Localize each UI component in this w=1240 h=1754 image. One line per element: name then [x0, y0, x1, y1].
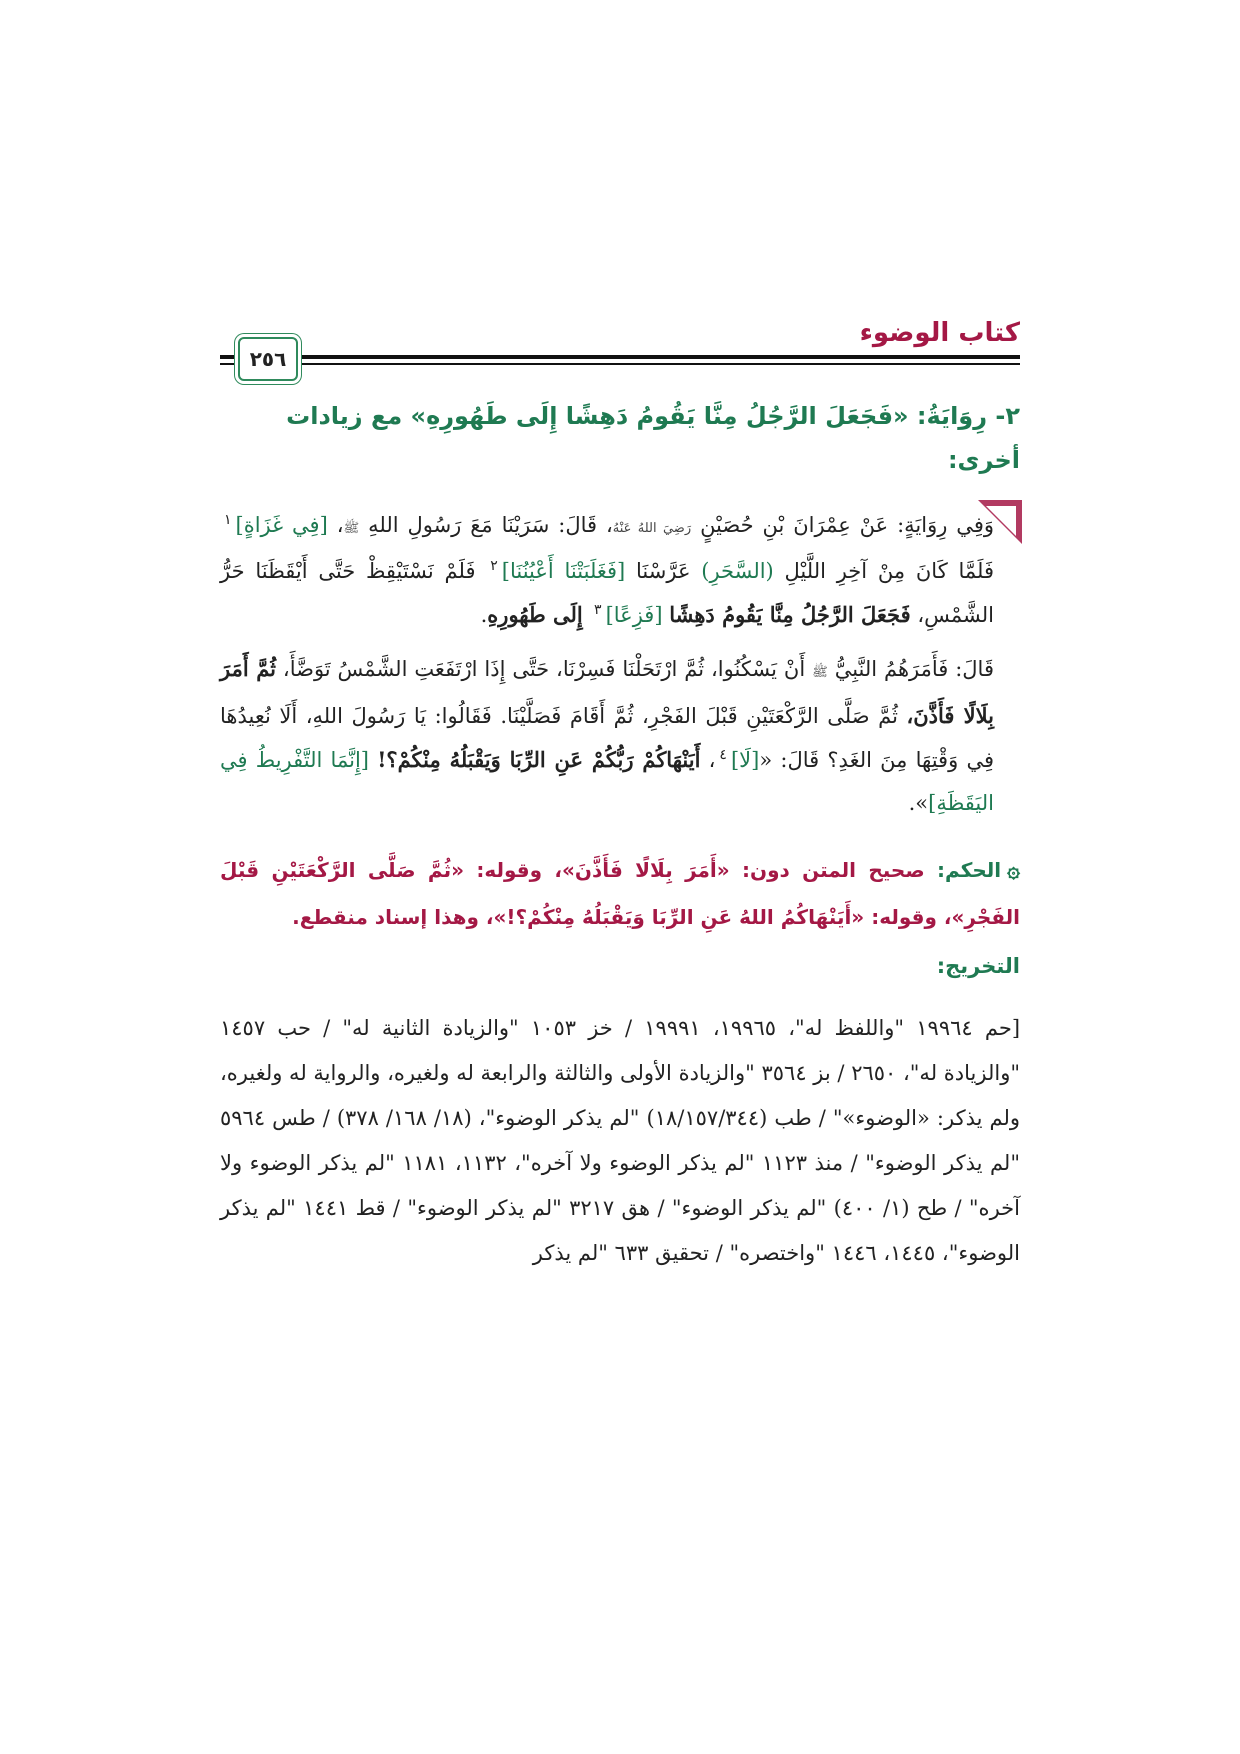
hadith-paragraph-1 [220, 504, 994, 637]
hadith-paragraph-2 [220, 647, 994, 825]
hadith-text: ، [327, 513, 344, 537]
addition-text: (السَّحَرِ) [701, 559, 774, 583]
corner-ornament-inner [986, 506, 1016, 536]
radiya-honorific: رَضِيَ اللهُ عَنْهُ [612, 521, 692, 536]
emphasis-text: إِلَى طَهُورِهِ [487, 602, 591, 627]
verdict [220, 847, 1020, 940]
footnote-marker: ١ [224, 512, 232, 528]
footnote-marker: ٤ [719, 747, 727, 763]
page [220, 300, 1020, 1276]
emphasis-text: ثُمَّ أَمَرَ بِلَالًا فَأَذَّنَ، [220, 656, 994, 728]
footnote-marker: ٢ [490, 558, 498, 574]
salla-honorific: ﷺ [812, 665, 828, 680]
hadith-text: . [480, 603, 488, 627]
addition-text: [فَغَلَبَتْنَا أَعْيُنُنَا] [501, 559, 626, 583]
verdict-label: الحكم: [937, 858, 1002, 882]
header-rule-thin [220, 363, 1020, 365]
hadith-text: أَنْ يَسْكُنُوا، ثُمَّ ارْتَحَلْنَا فَسِرْنَا، حَتَّى إِذَا ارْتَفَعَتِ الشَّمْسُ تَوَضَّأَ، [276, 657, 813, 681]
header-rule-thick [220, 355, 1020, 359]
hadith-text: ». [908, 791, 929, 815]
emphasis-text: فَجَعَلَ الرَّجُلُ مِنَّا يَقُومُ دَهِشًا [669, 602, 911, 627]
addition-text: [فَزِعًا] [605, 603, 670, 627]
flower-ornament-icon: ۞ [1007, 858, 1020, 883]
hadith-text: قَالَ: فَأَمَرَهُمُ النَّبِيُّ [834, 657, 994, 681]
hadith-block [220, 504, 1020, 825]
hadith-text: وَفِي رِوَايَةٍ: عَنْ عِمْرَانَ بْنِ حُصَيْنٍ [700, 513, 994, 537]
hadith-text: عَرَّسْنَا [625, 559, 702, 583]
page-number: ٢٥٦ [249, 347, 287, 371]
takhrij-heading: التخريج: [936, 954, 1020, 978]
takhrij-body: [حم ١٩٩٦٤ "واللفظ له"، ١٩٩٦٥، ١٩٩٩١ / خز ١٠٥٣ "والزيادة الثانية له" / حب ١٤٥٧ "والزيادة له"، ٢٦٥٠ / بز ٣٥٦٤ "والزيادة الأولى والثالثة والرابعة له ولغيره، والرواية له ولغيره، ولم يذكر: «الوضوء»" / طب (١٨/١٥٧/٣٤٤) "لم يذكر الوضوء"، (١٨/ ١٦٨/ ٣٧٨) / طس ٥٩٦٤ "لم يذكر الوضوء" / منذ ١١٢٣ "لم يذكر الوضوء ولا آخره"، ١١٣٢، ١١٨١ "لم يذكر الوضوء ولا آخره" / طح (١/ ٤٠٠) "لم يذكر الوضوء" / هق ٣٢١٧ "لم يذكر الوضوء" / قط ١٤٤١ "لم يذكر الوضوء"، ١٤٤٥، ١٤٤٦ "واختصره" / تحقيق ٦٣٣ "لم يذكر [220, 1016, 1021, 1265]
salla-honorific: ﷺ [343, 521, 360, 536]
section-heading: ٢- رِوَايَةُ: «فَجَعَلَ الرَّجُلُ مِنَّا يَقُومُ دَهِشًا إِلَى طَهُورِهِ» مع زيادات أخرى: [286, 402, 1020, 474]
hadith-text: ثُمَّ صَلَّى الرَّكْعَتَيْنِ قَبْلَ الفَجْرِ، ثُمَّ أَقَامَ فَصَلَّيْنَا. فَقَالُوا: يَا رَسُولَ اللهِ، أَلَا نُعِيدُهَا فِي وَقْتِهَا مِنَ الغَدِ؟ قَالَ: « [220, 704, 994, 772]
footnote-marker: ٣ [594, 602, 602, 618]
verdict-text: صحيح المتن دون: «أَمَرَ بِلَالًا فَأَذَّنَ»، وقوله: «ثُمَّ صَلَّى الرَّكْعَتَيْنِ قَبْلَ الفَجْرِ»، وقوله: «أَيَنْهَاكُمُ اللهُ عَنِ الرِّبَا وَيَقْبَلُهُ مِنْكُمْ؟!»، وهذا إسناد منقطع. [220, 858, 1020, 929]
chapter-title: كتاب الوضوء [859, 318, 1020, 348]
emphasis-text: أَيَنْهَاكُمْ رَبُّكُمْ عَنِ الرِّبَا وَيَقْبَلُهُ مِنْكُمْ؟! [377, 747, 701, 772]
hadith-text: ، قَالَ: سَرَيْنَا مَعَ رَسُولِ اللهِ [368, 513, 613, 537]
hadith-text: فَلَمَّا كَانَ مِنْ آخِرِ اللَّيْلِ [773, 559, 994, 583]
addition-text: [فِي غَزَاةٍ] [235, 513, 328, 537]
hadith-text: ، [700, 748, 716, 772]
hadith-text: فَلَمْ نَسْتَيْقِظْ حَتَّى أَيْقَظَنَا حَرُّ الشَّمْسِ، [220, 559, 994, 627]
page-header [220, 300, 1020, 388]
page-number-badge [238, 337, 298, 381]
addition-text: [لَا] [730, 748, 760, 772]
addition-text: [إِنَّمَا التَّفْرِيطُ فِي اليَقَظَةِ] [220, 748, 994, 815]
